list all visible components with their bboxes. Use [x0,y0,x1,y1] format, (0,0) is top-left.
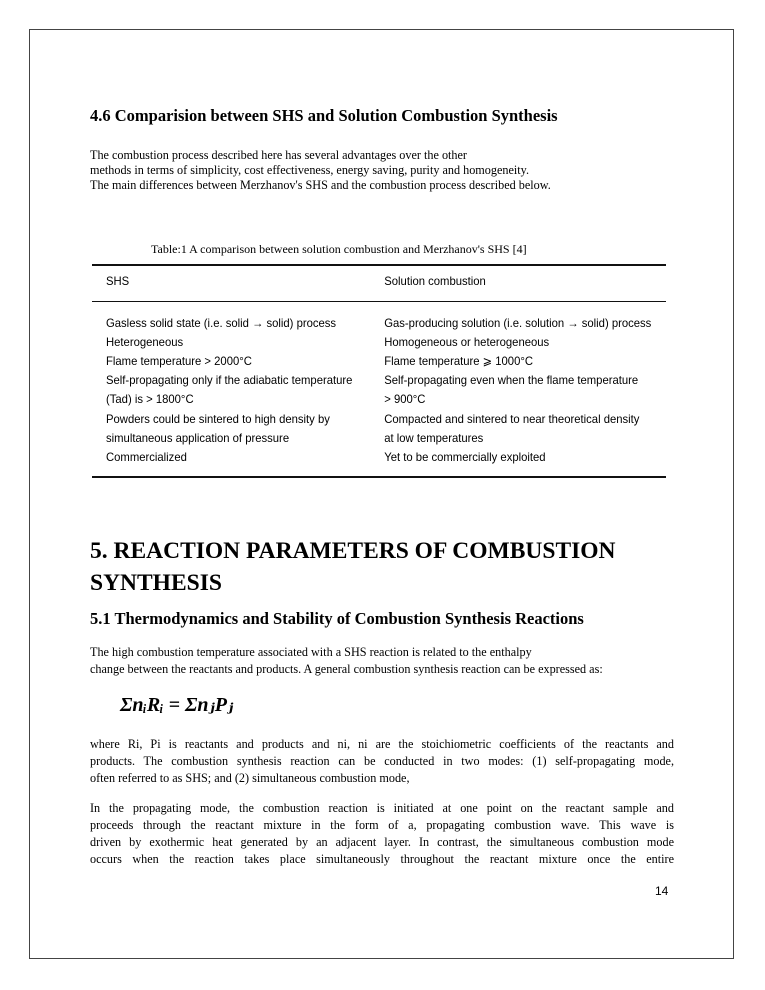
paragraph-line: change between the reactants and products. A general combustion synthesis reaction can be expressed as: [90,662,603,676]
table-cell: > 900°C [384,392,426,406]
paragraph-line: proceeds through the reactant mixture in the form of a, propagating combustion wave. This wave is [90,818,674,832]
paragraph-line: occurs when the reaction takes place simultaneously throughout the reactant mixture once the entire [90,852,674,866]
table-cell: Powders could be sintered to high density by [106,412,330,426]
table-cell: Flame temperature > 2000°C [106,354,252,368]
table-cell: Compacted and sintered to near theoretical density [384,412,640,426]
paragraph-line: products. The combustion synthesis reaction can be conducted in two modes: (1) self-propagating mode, [90,754,674,768]
reaction-equation: ΣnᵢRᵢ = ΣnⱼPⱼ [120,694,234,716]
section-5-1-heading: 5.1 Thermodynamics and Stability of Combustion Synthesis Reactions [90,609,584,628]
table-cell: Flame temperature ⩾ 1000°C [384,354,534,368]
table-top-rule [92,264,666,266]
section-5-title-line: SYNTHESIS [90,570,222,596]
table-cell: Yet to be commercially exploited [384,450,546,464]
table-bottom-rule [92,476,666,478]
section-5-1-paragraph-3 [90,800,674,868]
table-cell: Gasless solid state (i.e. solid → solid) process [106,316,337,330]
table-header-rule [92,301,666,302]
paragraph-line: The high combustion temperature associated with a SHS reaction is related to the enthalpy [90,645,532,659]
table-cell: Homogeneous or heterogeneous [384,335,550,349]
section-5-title-line: 5. REACTION PARAMETERS OF COMBUSTION [90,538,616,564]
paragraph-line: where Ri, Pi is reactants and products and ni, ni are the stoichiometric coefficients of the reactants and [90,737,674,751]
table-cell: Self-propagating only if the adiabatic temperature [106,373,353,387]
table-cell: Commercialized [106,450,187,464]
table-cell: Self-propagating even when the flame temperature [384,373,639,387]
section-5-1-paragraph-1 [90,644,674,678]
page-number: 14 [655,884,669,898]
table-cell: simultaneous application of pressure [106,431,290,445]
paragraph-line: In the propagating mode, the combustion reaction is initiated at one point on the reactant sample and [90,801,674,815]
paragraph-line: methods in terms of simplicity, cost effectiveness, energy saving, purity and homogeneity. [90,163,529,177]
table-cell: Gas-producing solution (i.e. solution → solid) process [384,316,652,330]
table-cell: (Tad) is > 1800°C [106,392,194,406]
section-4-6-heading: 4.6 Comparision between SHS and Solution Combustion Synthesis [90,106,558,125]
paragraph-line: driven by exothermic heat generated by an adjacent layer. In contrast, the simultaneous combustion mode [90,835,674,849]
paragraph-line: often referred to as SHS; and (2) simultaneous combustion mode, [90,771,410,785]
table-cell: Heterogeneous [106,335,184,349]
table-caption: Table:1 A comparison between solution combustion and Merzhanov's SHS [4] [151,242,527,256]
table-header-shs: SHS [106,274,130,288]
table-header-solution: Solution combustion [384,274,486,288]
section-5-1-paragraph-2 [90,736,674,787]
section-5-title [90,535,650,599]
paragraph-line: The main differences between Merzhanov's SHS and the combustion process described below. [90,178,551,192]
paragraph-line: The combustion process described here has several advantages over the other [90,148,467,162]
table-cell: at low temperatures [384,431,484,445]
section-4-6-paragraph [90,148,690,193]
